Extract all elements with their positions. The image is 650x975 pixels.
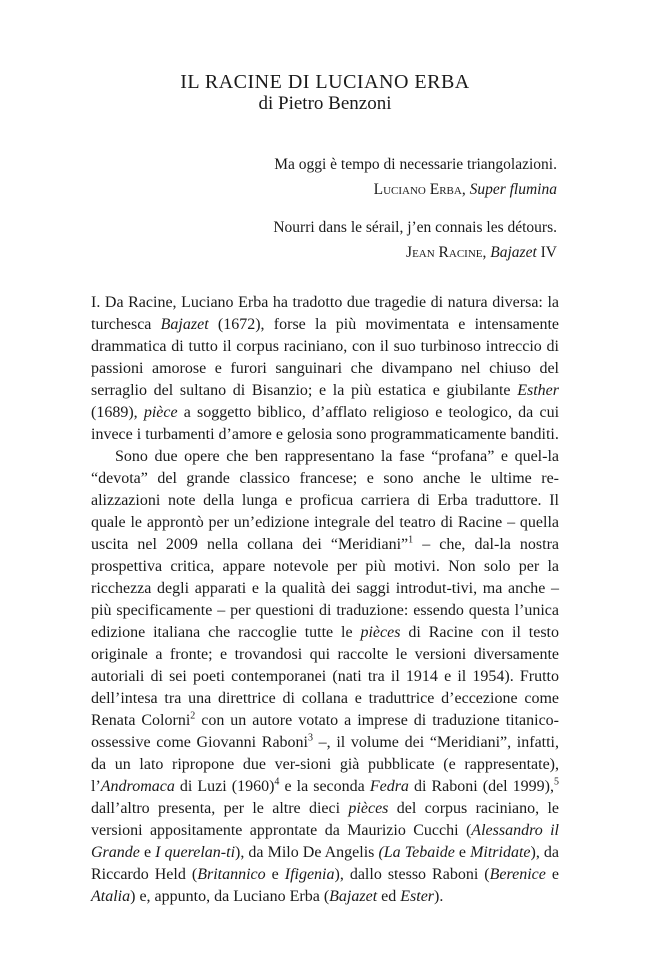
article-byline: di Pietro Benzoni xyxy=(258,93,392,114)
footnote-ref[interactable]: 5 xyxy=(554,776,559,788)
epigraph-1-work: Super flumina xyxy=(469,181,557,198)
epigraph-1-quote: Ma oggi è tempo di necessarie triangolazioni. xyxy=(274,156,557,173)
article-body xyxy=(91,292,559,908)
footnote-ref[interactable]: 3 xyxy=(308,732,313,744)
epigraph-2-author: Jean Racine xyxy=(406,244,483,261)
epigraph-1-attribution: Luciano Erba, Super flumina xyxy=(373,181,557,198)
epigraph-1-author: Luciano Erba xyxy=(373,181,462,198)
epigraph-2-work: Bajazet xyxy=(490,244,537,261)
footnote-ref[interactable]: 1 xyxy=(408,534,414,546)
footnote-ref[interactable]: 4 xyxy=(274,776,280,788)
footnote-ref[interactable]: 2 xyxy=(190,710,196,722)
epigraph-2-quote: Nourri dans le sérail, j’en connais les détours. xyxy=(273,219,557,236)
epigraph-2-attribution: Jean Racine, Bajazet IV xyxy=(406,244,557,261)
paragraph-1: I. Da Racine, Luciano Erba ha tradotto due tragedie di natura diversa: la turchesca Bajazet (1672), forse la più movimentata e intensamente drammatica di tutto il corpus raciniano, con il suo turbinoso intreccio di passioni amorose e furori sanguinari che divampano nel chiuso del serraglio del sultano di Bisanzio; e la più estatica e giubilante Esther (1689), pièce a soggetto biblico, d’afflato religioso e teologico, da cui invece i turbamenti d’amore e gelosia sono programmaticamente banditi. xyxy=(91,294,560,443)
article-title: IL RACINE DI LUCIANO ERBA xyxy=(180,71,470,93)
paragraph-2: Sono due opere che ben rappresentano la fase “profana” e quel-la “devota” del grande classico francese; e sono anche le ultime re-alizzazioni note della lunga e proficua carriera di Erba traduttore. Il quale le approntò per un’edizione integrale del teatro di Racine – quella uscita nel 2009 nella collana dei “Meridiani”$^1$ – che, dal-la nostra prospettiva critica, appare notevole per più motivi. Non solo per la ricchezza degli apparati e la qualità dei saggi introdut-tivi, ma anche – più specificamente – per questioni di traduzione: essendo questa l’unica edizione italiana che raccoglie tutte le pièces di Racine con il testo originale a fronte; e trovandosi qui raccolte le versioni diversamente autoriali di sei poeti contemporanei (nati tra il 1914 e il 1954). Frutto dell’intesa tra una direttrice di collana e traduttrice d’eccezione come Renata Colorni$^2$ con un autore votato a imprese di traduzione titanico-ossessive come Giovanni Raboni$^3$ –, il volume dei “Meridiani”, infatti, da un lato ripropone due ver-sioni già pubblicate (e rappresentate), l’Andromaca di Luzi (1960)$^4$ e la seconda Fedra di Raboni (del 1999),$^5$ dall’altro presenta, per le altre dieci pièces del corpus raciniano, le versioni appositamente approntate da Maurizio Cucchi (Alessandro il Grande e I querelan-ti), da Milo De Angelis (La Tebaide e Mitridate), da Riccardo Held (Britannico e Ifigenia), dallo stesso Raboni (Berenice e Atalia) e, appunto, da Luciano Erba (Bajazet ed Ester). xyxy=(91,448,560,905)
epigraph-2-suffix: IV xyxy=(536,244,557,261)
